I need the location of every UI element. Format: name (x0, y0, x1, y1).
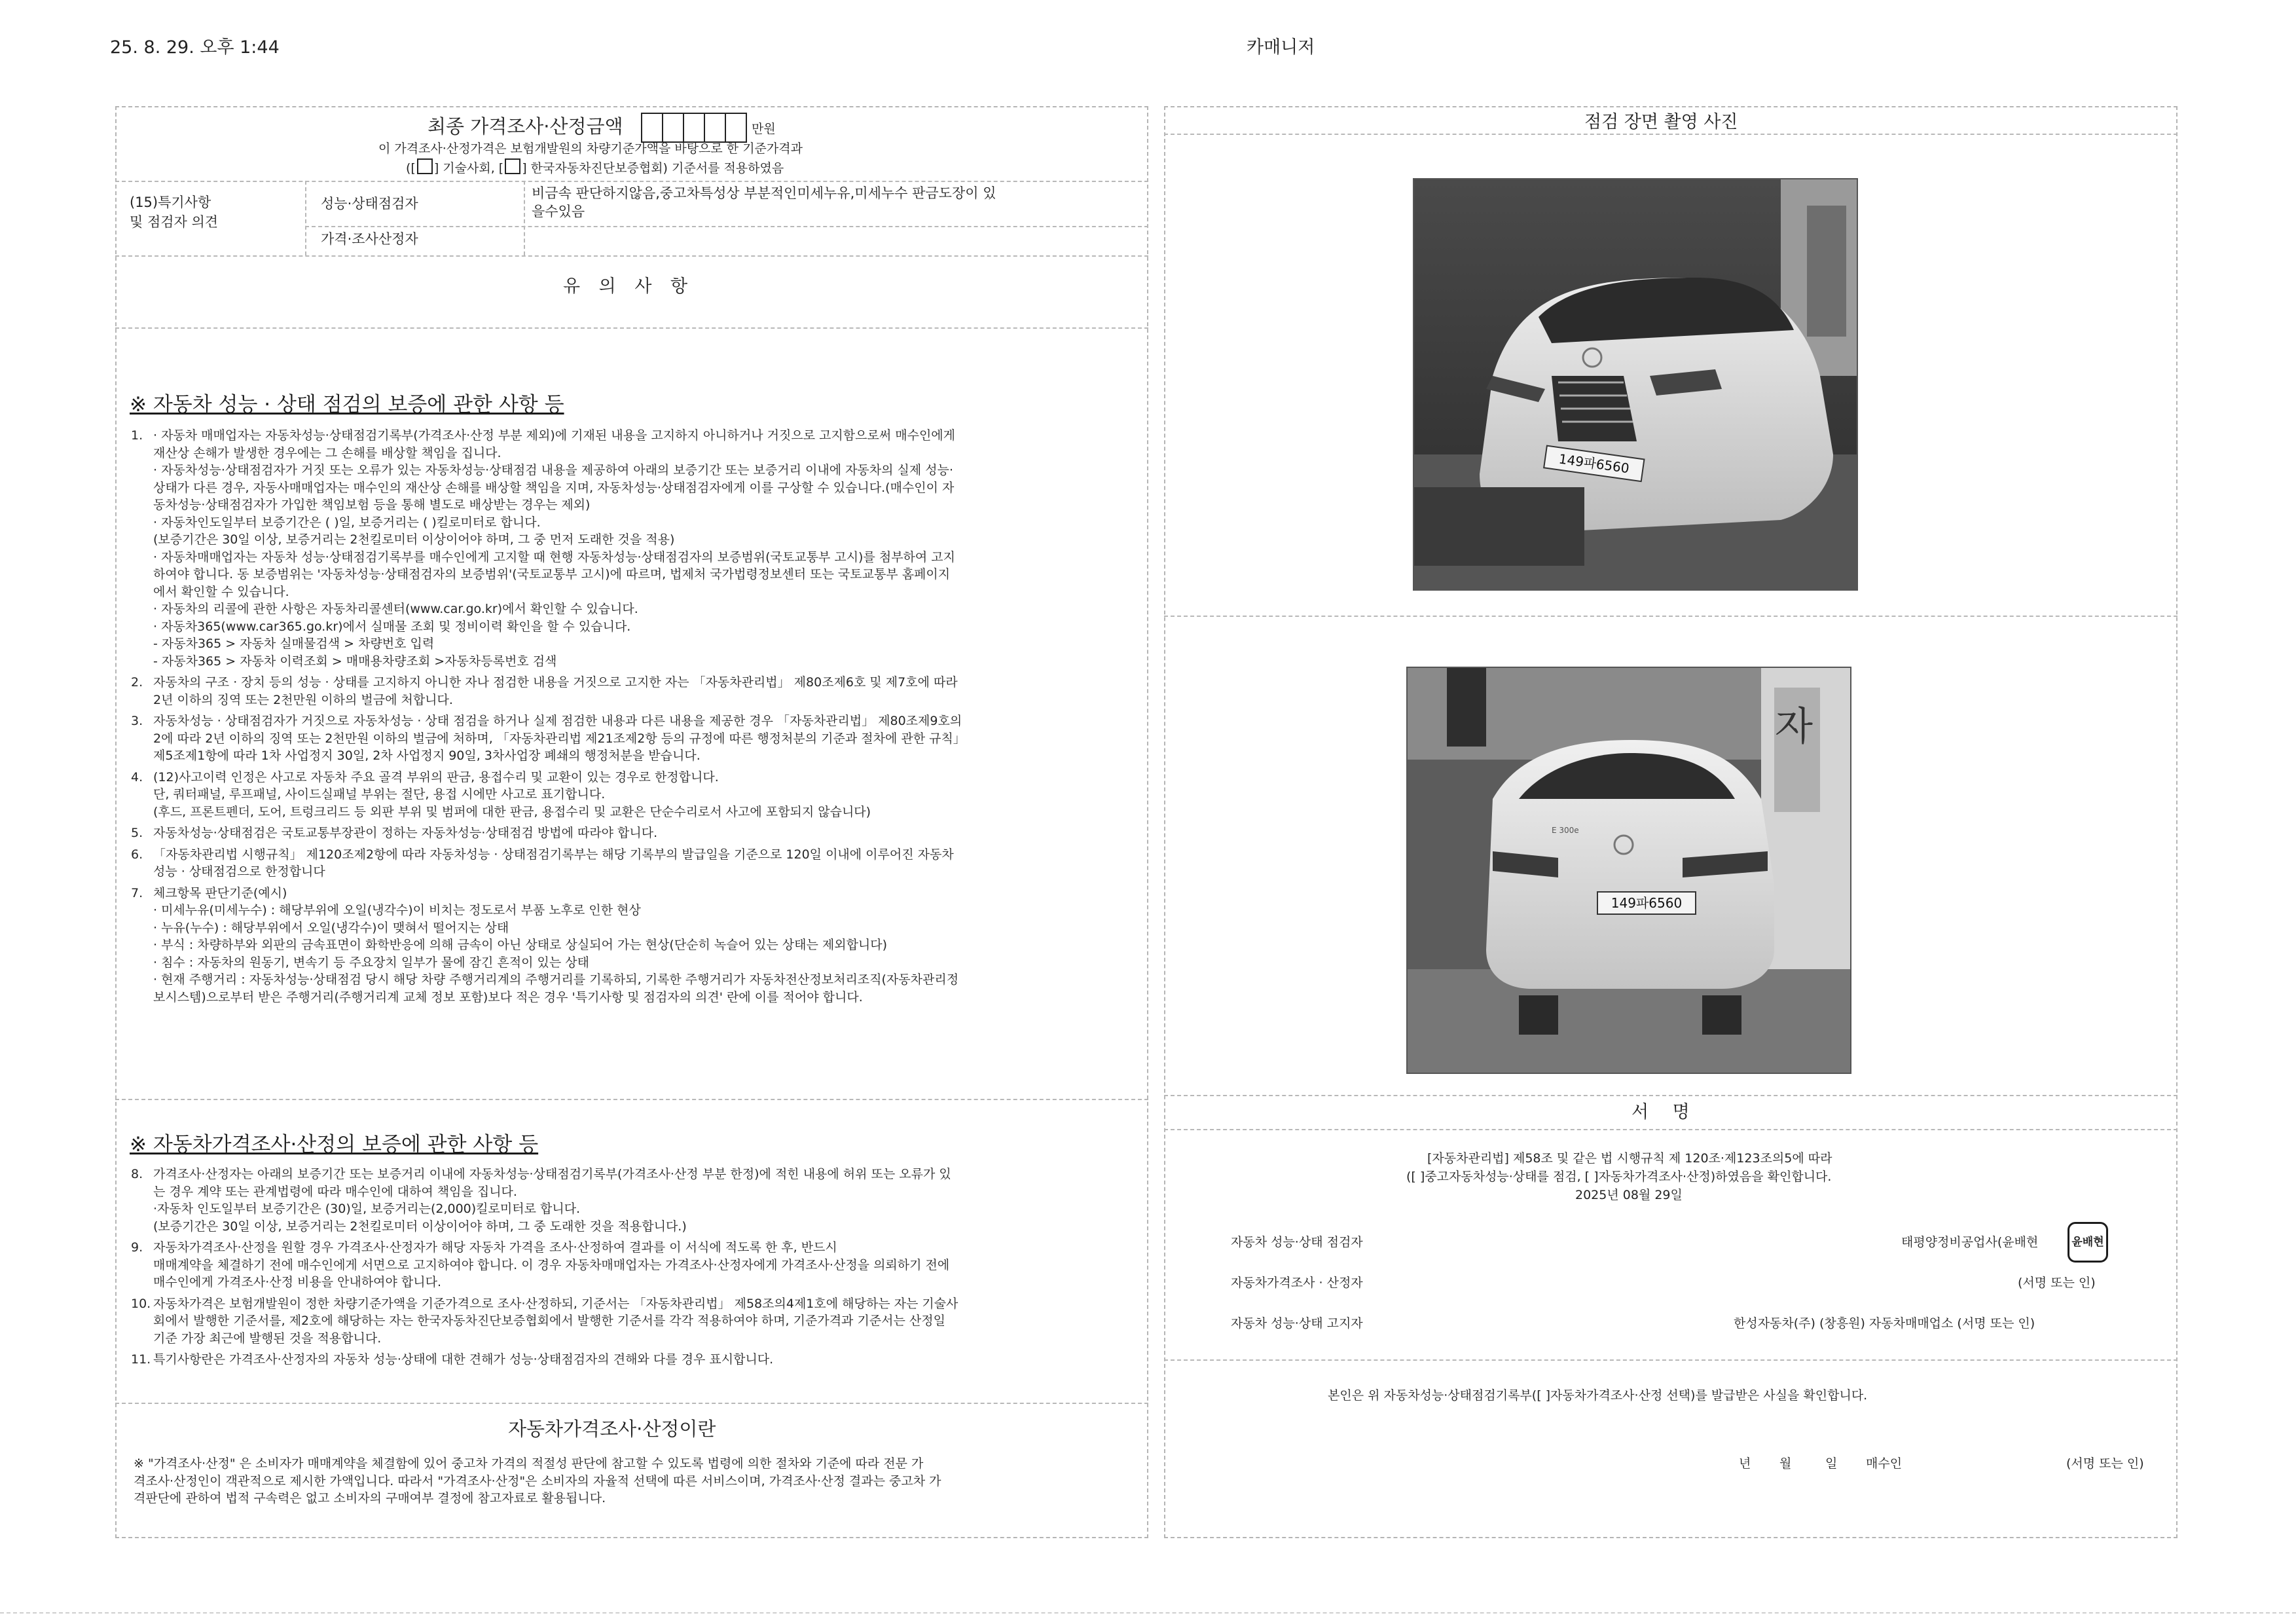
item-3: 3. 자동차성능 · 상태점검자가 거짓으로 자동차성능 · 상태 점검을 하거나 실제 점검한 내용과 다른 내용을 제공한 경우 「자동차관리법」 제80조제9호의 2에 따라 2년 이하의 징역 또는 2천만원 이하의 벌금에 처하며, 「자동차관리법 제21조제2항 등의 규정에 따른 행정처분의 기준과 절차에 관한 규칙」 제5조제1항에 따라 1차 사업정지 30일, 2차 사업정지 90일, 3차사업장 폐쇄의 행정처분을 받습니다. (131, 714, 966, 763)
sig-value-inspector[interactable]: 태평양정비공업사(윤배현 (1901, 1235, 2039, 1249)
final-price-title: 최종 가격조사·산정금액 (428, 115, 623, 138)
sig-label-inspector: 자동차 성능·상태 점검자 (1231, 1235, 1363, 1249)
sig-value-notifier[interactable]: 한성자동차(주) (창흥원) 자동차매매업소 (서명 또는 인) (1734, 1316, 2035, 1331)
item-6: 6. 「자동차관리법 시행규칙」 제120조제2항에 따라 자동차성능 · 상태점검기록부는 해당 기록부의 발급일을 기준으로 120일 이내에 이루어진 자동차 성능 · 상태점검으로 한정합니다 (131, 847, 954, 879)
item-10: 10. 자동차가격은 보험개발원이 정한 차량기준가액을 기준가격으로 조사·산정하되, 기준서는 「자동차관리법」 제58조의4제1호에 해당하는 자는 기술사 회에서 발행한 기준서를, 제2호에 해당하는 자는 한국자동차진단보증협회에서 발행한 기준서를 각각 적용하여야 하며, 기준가격과 기준서는 산정일 기준 가장 최근에 발행된 것을 적용합니다. (131, 1296, 958, 1346)
inspector-opinion-1: 비금속 판단하지않음,중고차특성상 부분적인미세누유,미세누수 판금도장이 있 (532, 185, 996, 201)
remarks-label-1: (15)특기사항 (130, 194, 211, 210)
appraisal-def-body: ※ "가격조사·산정" 은 소비자가 매매계약을 체결함에 있어 중고차 가격의 적절성 판단에 참고할 수 있도록 법령에 의한 절차와 기준에 따라 전문 가 격조사·산정인이 객관적으로 제시한 가액입니다. 따라서 "가격조사·산정"은 소비자의 자율적 선택에 따른 서비스이며, 가격조사·산정 결과는 중고차 가 격판단에 관하여 법적 구속력은 없고 소비자의 구매여부 결정에 참고자료로 활용됩니다. (134, 1456, 941, 1505)
remarks-label-2: 및 점검자 의견 (130, 214, 219, 230)
rear-badge-text: E 300e (1552, 826, 1579, 835)
signature-date: 2025년 08월 29일 (1575, 1188, 1683, 1202)
shop-sign-text: 자 (1775, 704, 1813, 750)
item-8: 8. 가격조사·산정자는 아래의 보증기간 또는 보증거리 이내에 자동차성능·상태점검기록부(가격조사·산정 부분 한정)에 적힌 내용에 허위 또는 오류가 있 는 경우 계약 또는 관계법령에 따라 매수인에 대하여 책임을 집니다. ·자동차 인도일부터 보증기간은 (30)일, 보증거리는(2,000)킬로미터로 합니다. (보증기간은 30일 이상, 보증거리는 2천킬로미터 이상이어야 하며, 그 중 도래한 것을 적용합니다.) (131, 1167, 951, 1234)
item-4: 4. (12)사고이력 인정은 사고로 자동차 주요 골격 부위의 판금, 용접수리 및 교환이 있는 경우로 한정합니다. 단, 쿼터패널, 루프패널, 사이드실패널 부위는 절단, 용접 시에만 사고로 표기합니다. (후드, 프론트펜더, 도어, 트렁크리드 등 외판 부위 및 범퍼에 대한 판금, 용접수리 및 교환은 단순수리로서 사고에 포함되지 않습니다) (131, 769, 871, 819)
sig-value-appraiser[interactable]: (서명 또는 인) (2018, 1276, 2096, 1290)
rear-car-image (1408, 668, 1851, 1074)
inspector-stamp: 윤배현 (2068, 1222, 2108, 1263)
inspector-label: 성능·상태점검자 (321, 196, 418, 212)
item-11: 11. 특기사항란은 가격조사·산정자의 자동차 성능·상태에 대한 견해가 성능·상태점검자의 견해와 다를 경우 표시합니다. (131, 1352, 774, 1367)
price-digit-boxes[interactable] (641, 115, 746, 138)
front-plate-text: 149파6560 (1558, 451, 1631, 477)
front-car-image (1414, 179, 1858, 591)
final-price-heading (428, 113, 776, 143)
section2-body (131, 1166, 1139, 1373)
checkbox-diagnosis-association[interactable] (505, 158, 520, 174)
buyer-sign[interactable]: (서명 또는 인) (2066, 1456, 2144, 1471)
sig-label-appraiser: 자동차가격조사 · 산정자 (1231, 1276, 1363, 1290)
item-1: 1. · 자동차 매매업자는 자동차성능·상태점검기록부(가격조사·산정 부분 제외)에 기재된 내용을 고지하지 아니하거나 거짓으로 고지함으로써 매수인에게 재산상 손해가 발생한 경우에는 그 손해를 배상할 책임을 집니다. · 자동차성능·상태점검자가 거짓 또는 오류가 있는 자동차성능·상태점검 내용을 제공하여 아래의 보증기간 또는 보증거리 이내에 자동차의 실제 성능· 상태가 다른 경우, 자동사매매업자는 매수인의 재산상 손해를 배상할 책임을 지며, 자동차성능·상태점검자에게 이를 구상할 수 있습니다.(매수인이 자 동차성능·상태점검자가 가입한 책임보험 등을 통해 별도로 배상받는 경우는 제외) · 자동차인도일부터 보증기간은 ( )일, 보증거리는 ( )킬로미터로 합니다. (보증기간은 30일 이상, 보증거리는 2천킬로미터 이상이어야 하며, 그 중 먼저 도래한 것을 적용) · 자동차매매업자는 자동차 성능·상태점검기록부를 매수인에게 고지할 때 현행 자동차성능·상태점검자의 보증범위(국토교통부 고시)를 첨부하여 고지 하여야 합니다. 동 보증범위는 '자동차성능·상태점검자의 보증범위'(국토교통부 고시)에 따르며, 법제처 국가법령정보센터 또는 국토교통부 홈페이지 에서 확인할 수 있습니다. · 자동차의 리콜에 관한 사항은 자동차리콜센터(www.car.go.kr)에서 확인할 수 있습니다. · 자동차365(www.car365.go.kr)에서 실매물 조회 및 정비이력 확인을 할 수 있습니다. - 자동차365 > 자동차 실매물검색 > 차량번호 입력 - 자동차365 > 자동차 이력조회 > 매매용차량조회 >자동차등록번호 검색 (131, 428, 956, 669)
item-5: 5. 자동차성능·상태점검은 국토교통부장관이 정하는 자동차성능·상태점검 방법에 따라야 합니다. (131, 826, 658, 840)
appraiser-label: 가격·조사산정자 (321, 231, 418, 247)
front-inspection-photo (1413, 178, 1858, 591)
photo-section-title: 점검 장면 촬영 사진 (1584, 112, 1738, 132)
final-price-desc: 이 가격조사·산정가격은 보험개발원의 차량기준가액을 바탕으로 한 기준가격과 (378, 141, 803, 156)
section1-body (131, 427, 1139, 1010)
item-7: 7. 체크항목 판단기준(예시) · 미세누유(미세누수) : 해당부위에 오일(냉각수)이 비치는 정도로서 부품 노후로 인한 현상 · 누유(누수) : 해당부위에서 오일(냉각수)이 맺혀서 떨어지는 상태 · 부식 : 차량하부와 외판의 금속표면이 화학반응에 의해 금속이 아닌 상태로 상실되어 가는 현상(단순히 녹슬어 있는 상태는 제외합니다) · 침수 : 자동차의 원동기, 변속기 등 주요장치 일부가 물에 잠긴 흔적이 있는 상태 · 현재 주행거리 : 자동차성능·상태점검 당시 해당 차량 주행거리계의 주행거리를 기록하되, 기록한 주행거리가 자동차전산정보처리조직(자동차관리정 보시스템)으로부터 받은 주행거리(주행거리계 교체 정보 포함)보다 적은 경우 '특기사항 및 점검자의 의견' 란에 이를 적어야 합니다. (131, 885, 959, 1005)
rear-inspection-photo (1406, 667, 1851, 1074)
rear-plate-text: 149파6560 (1611, 895, 1683, 911)
buyer-label: 매수인 (1866, 1456, 1903, 1471)
signature-law-line2: ([ ]중고자동차성능·상태를 점검, [ ]자동차가격조사·산정)하였음을 확인합니다. (1406, 1170, 1832, 1184)
final-price-basis: ([ ] 기술사회, [ ] 한국자동차진단보증협회) 기준서를 적용하였음 (406, 158, 784, 177)
issuance-confirm: 본인은 위 자동차성능·상태점검기록부([ ]자동차가격조사·산정 선택)를 발급받은 사실을 확인합니다. (1328, 1388, 1868, 1403)
checkbox-engineers-society[interactable] (417, 158, 433, 174)
appraisal-def-title: 자동차가격조사·산정이란 (508, 1418, 716, 1440)
site-name: 카매니저 (1247, 37, 1315, 58)
section2-title: ※ 자동차가격조사·산정의 보증에 관한 사항 등 (130, 1133, 539, 1156)
final-price-unit: 만원 (752, 122, 776, 136)
notice-title: 유 의 사 항 (563, 276, 695, 297)
inspector-opinion-2: 을수있음 (532, 204, 585, 219)
buyer-month: 월 (1779, 1456, 1792, 1471)
signature-title: 서 명 (1631, 1102, 1699, 1122)
buyer-year: 년 (1739, 1456, 1751, 1471)
sig-label-notifier: 자동차 성능·상태 고지자 (1231, 1316, 1363, 1331)
buyer-day: 일 (1825, 1456, 1838, 1471)
item-9: 9. 자동차가격조사·산정을 원할 경우 가격조사·산정자가 해당 자동차 가격을 조사·산정하여 결과를 이 서식에 적도록 한 후, 반드시 매매계약을 체결하기 전에 매수인에게 서면으로 고지하여야 합니다. 이 경우 자동차매매업자는 가격조사·산정자에게 가격조사·산정을 의뢰하기 전에 매수인에게 가격조사·산정 비용을 안내하여야 합니다. (131, 1240, 950, 1289)
item-2: 2. 자동차의 구조 · 장치 등의 성능 · 상태를 고지하지 아니한 자나 점검한 내용을 거짓으로 고지한 자는 「자동차관리법」 제80조제6호 및 제7호에 따라 2년 이하의 징역 또는 2천만원 이하의 벌금에 처합니다. (131, 675, 958, 707)
print-datetime: 25. 8. 29. 오후 1:44 (110, 37, 280, 58)
signature-law-line1: [자동차관리법] 제58조 및 같은 법 시행규칙 제 120조·제123조의5에 따라 (1427, 1151, 1832, 1166)
section1-title: ※ 자동차 성능 · 상태 점검의 보증에 관한 사항 등 (130, 393, 564, 416)
